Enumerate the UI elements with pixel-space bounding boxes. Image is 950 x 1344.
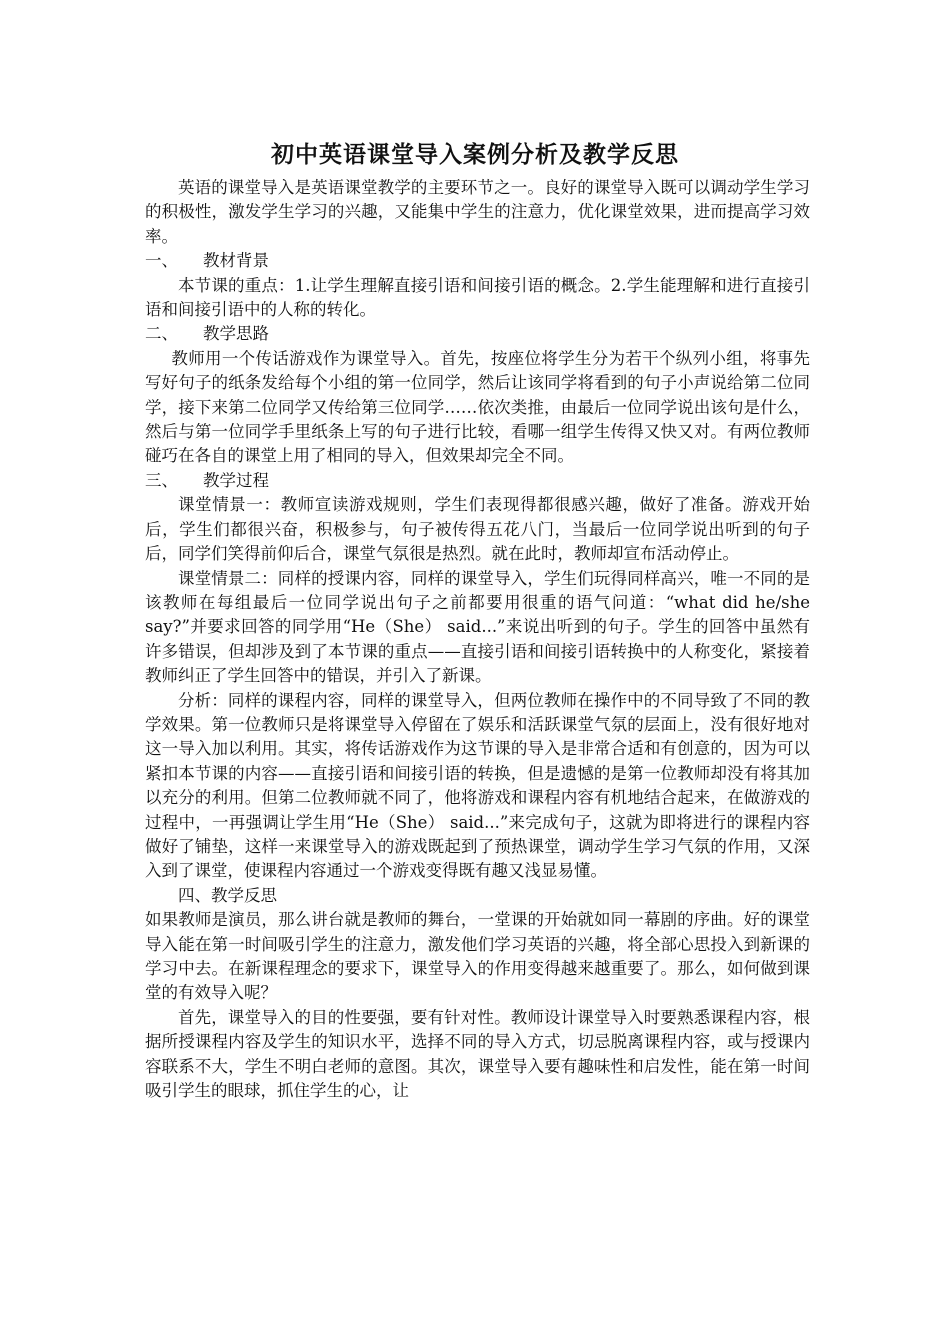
section-heading-4: 四、教学反思	[178, 885, 277, 905]
section-title: 教学过程	[203, 470, 269, 490]
scene2-paragraph: 课堂情景二：同样的授课内容，同样的课堂导入，学生们玩得同样高兴，唯一不同的是该教师在每组最后一位同学说出句子之前都要用很重的语气问道：“what did he/she say?”并要求回答的同学用“He（She） said...”来说出听到的句子。学生的回答中虽然有许多错误，但却涉及到了本节课的重点——直接引语和间接引语转换中的人称变化，紧接着教师纠正了学生回答中的错误，并引入了新课。	[145, 568, 810, 686]
section-heading-1	[145, 249, 810, 273]
scene1-paragraph: 课堂情景一：教师宣读游戏规则，学生们表现得都很感兴趣，做好了准备。游戏开始后，学生们都很兴奋，积极参与，句子被传得五花八门，当最后一位同学说出听到的句子后，同学们笑得前仰后合，课堂气氛很是热烈。就在此时，教师却宣布活动停止。	[145, 495, 810, 564]
document-body	[145, 176, 810, 1103]
section-title: 教材背景	[203, 251, 269, 271]
section-number: 三、	[145, 470, 178, 490]
reflection-paragraph-2: 首先，课堂导入的目的性要强，要有针对性。教师设计课堂导入时要熟悉课程内容，根据所授课程内容及学生的知识水平，选择不同的导入方式，切忌脱离课程内容，或与授课内容联系不大，学生不明白老师的意图。其次，课堂导入要有趣味性和启发性，能在第一时间吸引学生的眼球，抓住学生的心，让	[145, 1007, 810, 1101]
reflection-paragraph-1: 如果教师是演员，那么讲台就是教师的舞台，一堂课的开始就如同一幕剧的序曲。好的课堂导入能在第一时间吸引学生的注意力，激发他们学习英语的兴趣，将全部心思投入到新课的学习中去。在新课程理念的要求下，课堂导入的作用变得越来越重要了。那么，如何做到课堂的有效导入呢？	[145, 910, 810, 1003]
section-number: 二、	[145, 324, 178, 344]
section-title: 教学思路	[203, 324, 269, 344]
intro-paragraph: 英语的课堂导入是英语课堂教学的主要环节之一。良好的课堂导入既可以调动学生学习的积极性，激发学生学习的兴趣，又能集中学生的注意力，优化课堂效果，进而提高学习效率。	[145, 178, 810, 246]
section-heading-2	[145, 322, 810, 346]
section2-paragraph: 教师用一个传话游戏作为课堂导入。首先，按座位将学生分为若干个纵列小组，将事先写好句子的纸条发给每个小组的第一位同学，然后让该同学将看到的句子小声说给第二位同学，接下来第二位同学又传给第三位同学……依次类推，由最后一位同学说出该句是什么，然后与第一位同学手里纸条上写的句子进行比较，看哪一组学生传得又快又对。有两位教师碰巧在各自的课堂上用了相同的导入，但效果却完全不同。	[145, 348, 810, 466]
section-number: 一、	[145, 251, 178, 271]
section-heading-3	[145, 469, 810, 493]
section1-paragraph: 本节课的重点：1.让学生理解直接引语和间接引语的概念。2.学生能理解和进行直接引语和间接引语中的人称的转化。	[145, 275, 810, 320]
analysis-paragraph: 分析：同样的课程内容，同样的课堂导入，但两位教师在操作中的不同导致了不同的教学效果。第一位教师只是将课堂导入停留在了娱乐和活跃课堂气氛的层面上，没有很好地对这一导入加以利用。其实，将传话游戏作为这节课的导入是非常合适和有创意的，因为可以紧扣本节课的内容——直接引语和间接引语的转换，但是遗憾的是第一位教师却没有将其加以充分的利用。但第二位教师就不同了，他将游戏和课程内容有机地结合起来，在做游戏的过程中，一再强调让学生用“He（She） said...”来完成句子，这就为即将进行的课程内容做好了铺垫，这样一来课堂导入的游戏既起到了预热课堂，调动学生学习气氛的作用，又深入到了课堂，使课程内容通过一个游戏变得既有趣又浅显易懂。	[145, 690, 810, 881]
document-title: 初中英语课堂导入案例分析及教学反思	[271, 141, 679, 168]
